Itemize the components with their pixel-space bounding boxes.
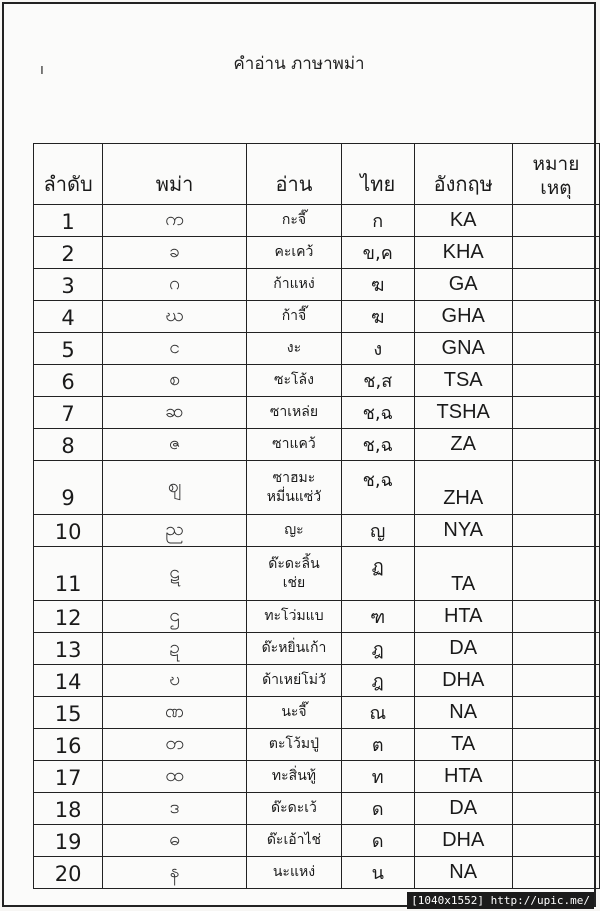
header-order: ลำดับ [34,144,103,205]
table-row [34,515,600,547]
cell-english: DA [414,633,512,665]
reading-line1: ซะโล้ง [273,372,314,388]
cell-note [512,633,599,665]
cell-note [512,825,599,857]
cell-burmese: ဍ [103,633,247,665]
reading-line1: ด้าเหย่โม่วั [262,672,326,688]
cell-thai: ญ [341,515,414,547]
cell-order: 20 [34,857,103,889]
table-row [34,365,600,397]
cell-reading [247,857,342,889]
cell-note [512,301,599,333]
cell-burmese: ဇ [103,429,247,461]
cell-english: ZHA [414,461,512,515]
cell-note [512,665,599,697]
cell-order: 11 [34,547,103,601]
cell-english: GNA [414,333,512,365]
table-row [34,601,600,633]
cell-burmese: ဂ [103,269,247,301]
cell-note [512,237,599,269]
cell-reading [247,397,342,429]
cell-reading [247,729,342,761]
cell-order: 17 [34,761,103,793]
reading-line1: ซาฮมะ [272,469,316,486]
cell-thai: ก [341,205,414,237]
cell-thai: ต [341,729,414,761]
cell-order: 8 [34,429,103,461]
cell-burmese: ဋ [103,547,247,601]
cell-reading [247,237,342,269]
header-burmese: พม่า [103,144,247,205]
cell-thai: ฑ [341,601,414,633]
cell-burmese: ဏ [103,697,247,729]
cell-english: NA [414,857,512,889]
cell-order: 9 [34,461,103,515]
cell-english: KHA [414,237,512,269]
cell-thai: ช,ส [341,365,414,397]
reading-line1: ญะ [284,522,304,538]
cell-order: 15 [34,697,103,729]
cell-reading [247,633,342,665]
reading-line1: ทะสิ่นทู้ [271,768,316,784]
table-row [34,429,600,461]
cell-burmese: တ [103,729,247,761]
cell-burmese: ဓ [103,825,247,857]
watermark: [1040x1552] http://upic.me/ [407,892,594,909]
cell-order: 19 [34,825,103,857]
header-english: อังกฤษ [414,144,512,205]
table-row [34,301,600,333]
cell-burmese: ဒ [103,793,247,825]
reading-line1: นะแหง่ [272,864,316,880]
table-body [34,205,600,889]
reading-line1: ซาเหล่ย [269,404,319,420]
cell-thai: ฎ [341,665,414,697]
cell-order: 13 [34,633,103,665]
cell-english: TSA [414,365,512,397]
cell-order: 2 [34,237,103,269]
cell-burmese: ထ [103,761,247,793]
cell-note [512,269,599,301]
cell-thai: ฏ [341,547,414,601]
cell-burmese: က [103,205,247,237]
cell-burmese: ခ [103,237,247,269]
cell-reading [247,601,342,633]
cell-reading [247,461,342,515]
table-row [34,633,600,665]
cell-burmese: ည [103,515,247,547]
reading-line1: กะจี๊ [281,212,307,228]
table-header-row [34,144,600,205]
cell-thai: ท [341,761,414,793]
cell-note [512,761,599,793]
cell-burmese: ဈ [103,461,247,515]
table-row [34,269,600,301]
reading-line1: ด๊ะหยิ่นเก้า [261,640,327,656]
cell-english: TSHA [414,397,512,429]
reading-line1: ด๊ะเอ้าไช่ [266,832,322,848]
cell-order: 16 [34,729,103,761]
header-thai: ไทย [341,144,414,205]
reading-line2: หมี่นแซ่วั [266,488,322,505]
table-row [34,761,600,793]
cell-thai: ช,ฉ [341,429,414,461]
cell-reading [247,793,342,825]
cell-english: TA [414,729,512,761]
cell-note [512,697,599,729]
cell-burmese: င [103,333,247,365]
cell-thai: ข,ค [341,237,414,269]
table-row [34,461,600,515]
cell-note [512,601,599,633]
cell-reading [247,365,342,397]
cell-reading [247,269,342,301]
cell-note [512,515,599,547]
cell-note [512,365,599,397]
reading-line1: ตะโว้มปู่ [268,736,320,752]
cell-note [512,205,599,237]
reading-line1: งะ [286,340,302,356]
cell-reading [247,205,342,237]
cell-order: 5 [34,333,103,365]
cell-thai: ฎ [341,633,414,665]
cell-english: DHA [414,825,512,857]
cell-burmese: ဌ [103,601,247,633]
page-title: คำอ่าน ภาษาพม่า [233,54,365,74]
cell-order: 3 [34,269,103,301]
table-row [34,665,600,697]
cell-note [512,729,599,761]
header-note-line1: หมาย [532,153,580,175]
cell-burmese: စ [103,365,247,397]
cell-thai: ง [341,333,414,365]
cell-english: GHA [414,301,512,333]
cell-order: 7 [34,397,103,429]
cell-order: 10 [34,515,103,547]
margin-mark: ı [40,62,44,78]
cell-reading [247,825,342,857]
table-row [34,205,600,237]
cell-burmese: ဎ [103,665,247,697]
cell-english: ZA [414,429,512,461]
cell-thai: ด [341,825,414,857]
table-row [34,729,600,761]
cell-reading [247,429,342,461]
cell-english: KA [414,205,512,237]
cell-note [512,857,599,889]
cell-english: HTA [414,601,512,633]
cell-order: 14 [34,665,103,697]
cell-burmese: ဃ [103,301,247,333]
cell-thai: น [341,857,414,889]
cell-english: GA [414,269,512,301]
cell-note [512,547,599,601]
cell-thai: ช,ฉ [341,397,414,429]
header-note-line2: เหตุ [540,177,572,199]
cell-burmese: န [103,857,247,889]
cell-order: 12 [34,601,103,633]
cell-burmese: ဆ [103,397,247,429]
cell-reading [247,333,342,365]
cell-note [512,793,599,825]
table-row [34,793,600,825]
reading-line1: ก้าจี๊ [281,308,307,324]
table-row [34,397,600,429]
reading-line1: ด๊ะดะเว้ [271,800,317,816]
cell-order: 6 [34,365,103,397]
header-note [512,144,599,205]
cell-note [512,333,599,365]
cell-order: 18 [34,793,103,825]
reading-line1: ก้าแหง่ [273,276,315,292]
cell-english: DA [414,793,512,825]
table-row [34,237,600,269]
cell-reading [247,697,342,729]
cell-thai: ช,ฉ [341,461,414,515]
table-row [34,857,600,889]
cell-reading [247,515,342,547]
cell-reading [247,301,342,333]
table-row [34,825,600,857]
cell-reading [247,665,342,697]
cell-reading [247,547,342,601]
cell-note [512,461,599,515]
header-reading: อ่าน [247,144,342,205]
reading-line1: ซาแคว้ [272,436,316,452]
cell-order: 4 [34,301,103,333]
reading-line1: ทะโว่มแบ [264,608,324,624]
cell-thai: ณ [341,697,414,729]
table-row [34,697,600,729]
reading-line1: คะเคว้ [274,244,314,260]
cell-thai: ด [341,793,414,825]
cell-english: DHA [414,665,512,697]
cell-reading [247,761,342,793]
reading-line1: นะจี๊ [281,704,307,720]
cell-thai: ฆ [341,301,414,333]
cell-note [512,397,599,429]
cell-thai: ฆ [341,269,414,301]
cell-english: TA [414,547,512,601]
cell-english: NYA [414,515,512,547]
table-row [34,333,600,365]
table-row [34,547,600,601]
cell-english: NA [414,697,512,729]
cell-english: HTA [414,761,512,793]
reading-line1: ด๊ะดะลิ้น [268,555,320,572]
cell-note [512,429,599,461]
reading-line2: เช่ย [282,574,306,591]
burmese-alphabet-table [33,143,600,889]
cell-order: 1 [34,205,103,237]
